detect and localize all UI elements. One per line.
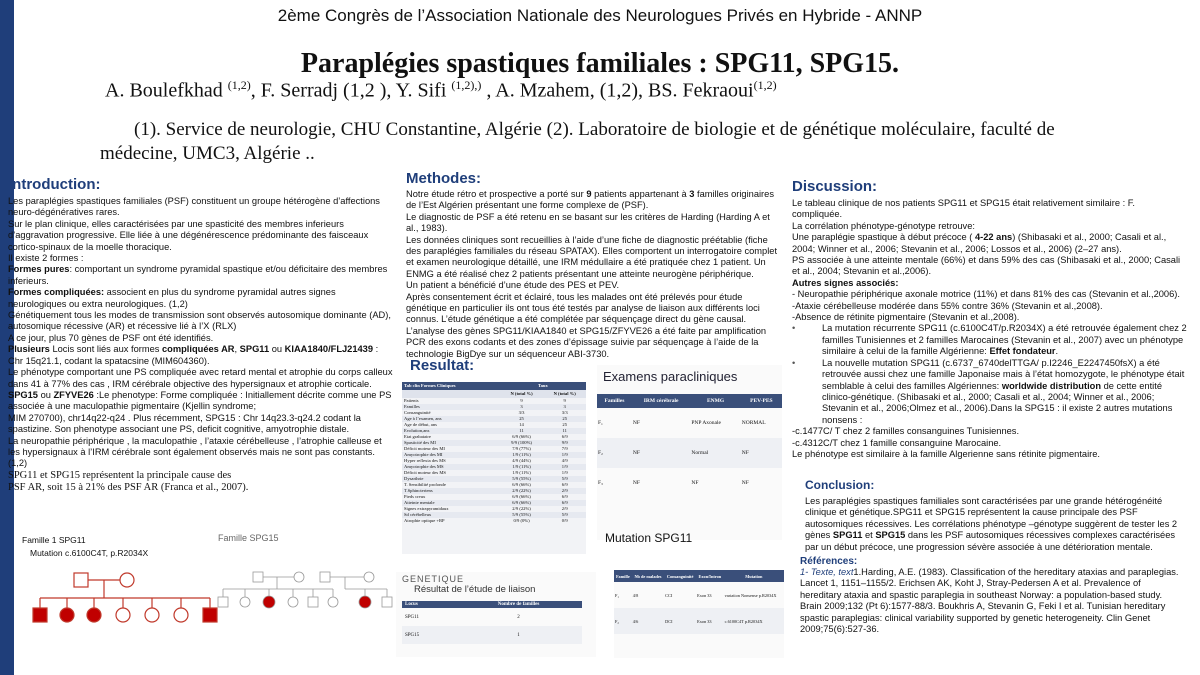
table-row	[597, 468, 782, 498]
table-cell: 2	[517, 614, 520, 620]
table-cell: Exon 33	[697, 592, 712, 598]
discussion-paragraph: Le tableau clinique de nos patients SPG11 et SPG15 était relativement similaire : F. compliquée.	[792, 198, 1135, 220]
table-cell: T.Sphincteriens	[404, 488, 433, 493]
table-cell: CCI	[665, 592, 673, 598]
table-cell: F₁	[598, 420, 603, 426]
table-cell: SPG15	[405, 632, 420, 638]
table-cell: Amyotrophie des MI	[404, 452, 443, 457]
table-cell: variation Nonsense p.R2034X	[724, 592, 777, 598]
table-cell: Age de début, ans	[404, 422, 437, 427]
table-cell: 1/9	[561, 452, 568, 457]
pedigree-spg11-mutation: Mutation c.6100C4T, p.R2034X	[30, 548, 149, 558]
table-cell: T. Sensibilité profonde	[404, 482, 446, 487]
table-cell: Age à l’examen, ans	[404, 416, 442, 421]
clinical-table-header: N (total %)	[553, 391, 576, 396]
pedigree-affected-male	[33, 608, 47, 622]
table-cell: 6/9	[561, 482, 568, 487]
pedigree-spg15-title: Famille SPG15	[218, 533, 279, 543]
intro-paragraph: Les paraplégies spastiques familiales (PSF) constituent un groupe hétérogène d’affections neuro-dégénératives rares.	[8, 196, 380, 218]
table-cell: 5/9 (55%)	[512, 476, 531, 481]
intro-paragraph: Il existe 2 formes :	[8, 253, 84, 264]
mutation-header: Exon/Intron	[698, 573, 722, 579]
discussion-section	[792, 178, 1187, 460]
table-cell: Déficit moteur des MI	[404, 446, 445, 451]
genetique-table	[402, 601, 582, 644]
table-cell: Pieds creux	[404, 494, 426, 499]
table-cell: F₂	[615, 618, 619, 624]
methodes-paragraph: Après consentement écrit et éclairé, tous les malades ont été prélevés pour étude génétique en particulier ils ont tous été testés par analyse de liaison aux différents loci connus. L’étude génétique a été complétée par séquençage direct du gène causal.	[406, 291, 760, 325]
bullet-icon: •	[792, 357, 796, 368]
table-cell: 2/9	[561, 488, 568, 493]
references-title: Références:	[800, 556, 858, 568]
table-cell: Amyotrophie des MS	[404, 464, 444, 469]
affiliations: (1). Service de neurologie, CHU Constantine, Algérie (2). Laboratoire de biologie et de génétique moléculaire, faculté de médecine, UMC3, Algérie ..	[100, 119, 1055, 164]
table-cell: Normal	[691, 450, 709, 456]
paraclinique-header: ENMG	[706, 398, 725, 404]
table-cell: 5/9	[561, 512, 568, 517]
discussion-paragraph: Autres signes associés:	[792, 277, 899, 288]
table-cell: 9/9	[561, 440, 568, 445]
table-cell: 11	[519, 428, 524, 433]
discussion-paragraph: -c.4312C/T chez 1 famille consanguine Marocaine.	[792, 437, 1002, 448]
table-cell: NF	[741, 450, 749, 456]
table-cell: 6/9	[561, 494, 568, 499]
table-cell: 5/9	[561, 476, 568, 481]
table-cell: Patients	[404, 398, 419, 403]
paraclinique-header: IRM cérébrale	[643, 398, 679, 404]
table-cell: 7/9	[561, 446, 568, 451]
table-cell: 4/9 (44%)	[512, 458, 531, 463]
discussion-paragraph: - Neuropathie périphérique axonale motrice (11%) et dans 81% des cas (Stevanin et al.,2006).	[792, 289, 1180, 300]
mutation-table	[614, 570, 784, 634]
mutation-header: Mutation	[745, 573, 763, 579]
table-cell: 11	[562, 428, 567, 433]
pedigree-unaffected-female	[145, 608, 159, 622]
methodes-paragraph: Le diagnostic de PSF a été retenu en se basant sur les critères de Harding (Harding A et al., 1983).	[406, 211, 770, 234]
introduction-serif	[8, 470, 393, 494]
table-cell: PNP Axonale	[691, 420, 721, 426]
bullet-icon: •	[792, 323, 796, 334]
table-row	[614, 582, 784, 608]
methodes-section	[406, 170, 781, 360]
discussion-paragraph: PS associée à une atteinte mentale (66%) et dans 59% des cas (Shibasaki et al., 2000; Casali et al., 2004; Stevanin et al.,2006).	[792, 255, 1181, 277]
discussion-title: Discussion:	[792, 178, 878, 195]
table-cell: 4/8	[632, 592, 639, 598]
intro-paragraph: A ce jour, plus 70 gènes de PSF ont été identifiés.	[8, 332, 214, 343]
paraclinique-title: Examens paracliniques	[603, 369, 738, 384]
discussion-paragraph: -Absence de rétinite pigmentaire (Stevanin et al.,2008).	[792, 312, 1020, 323]
methodes-paragraph: Un patient a bénéficié d’une étude des PES et PEV.	[406, 280, 620, 291]
intro-paragraph: La neuropathie périphérique , la maculopathie , l’ataxie cérébelleuse , l’atrophie calleuse et les hypersignaux à l’IRM cérébrale sont également observés mais ne sont pas constants.(1,2)	[8, 435, 382, 469]
pedigree-unaffected-female	[116, 608, 130, 622]
pedigree-unaffected-female	[174, 608, 188, 622]
introduction-section	[8, 176, 393, 494]
references-paragraph: 1- Texte, text1.Harding, A.E. (1983). Classification of the hereditary ataxias and paraplegias. Lancet 1, 1151–1155/2. Erichsen AK, Koht J, Stray-Pedersen A et al. Prevalence of hereditary ataxia and spastic paraplegia in southeast Norway: a population-based study. Brain 2009;132 (Pt 6):1577-88/3. Boukhris A, Stevanin G, Feki I et al. Tunisian hereditary spastic paraplegias: clinical variability supported by genetic heterogeneity. Clin Genet 2009;75(6):527-36.	[800, 567, 1179, 635]
table-cell: 6/9 (66%)	[512, 434, 531, 439]
table-cell: NORMAL	[741, 420, 766, 426]
table-cell: 9	[563, 398, 566, 403]
introduction-title: Introduction:	[8, 176, 101, 193]
genetique-title: GENETIQUE	[402, 574, 465, 584]
table-cell: F₁	[615, 592, 619, 598]
table-cell: Evolution,ans	[404, 428, 430, 433]
conclusion-paragraph: Les paraplégies spastiques familiales sont caractérisées par une grande hétérogénéité clinique et génétique.SPG11 et SPG15 représentent la cause principale des PSF autosomiques récessives. Les corrélations phénotype –génotype suggèrent de tester les 2 gènes SPG11 et SPG15 dans les PSF autosomiques récessives complexes caractérisées par un début précoce, une progression sévère associée à une détérioration mentale.	[805, 496, 1178, 552]
table-cell: 6/9	[561, 434, 568, 439]
paraclinique-panel	[597, 365, 782, 540]
methodes-paragraph: Notre étude rétro et prospective a porté sur 9 patients appartenant à 3 familles originaires de l’Est Algérien présentant une forme complexe de (PSF).	[406, 189, 774, 211]
table-cell: Familles	[404, 404, 420, 409]
genetique-panel	[396, 572, 596, 657]
table-cell: c.6100C4T p.R2034X	[724, 618, 763, 624]
genetique-header: Nombre de familles	[497, 602, 540, 607]
clinical-table-header: Taux	[537, 383, 548, 388]
table-cell: 1/9 (11%)	[512, 470, 531, 475]
paraclinique-header: PEV-PES	[750, 398, 773, 404]
methodes-paragraph: L’analyse des gènes SPG11/KIAA1840 et SPG15/ZFYVE26 a été faite par amplification PCR des exons codants et des zones d’épissage suivie par séquençage à l’aide de la technologie BigDye sur un séquenceur ABI-3730.	[406, 325, 767, 359]
table-cell: 25	[519, 416, 524, 421]
conclusion-body	[800, 496, 1180, 553]
table-cell: 1/9 (11%)	[512, 452, 531, 457]
table-cell: 25	[562, 422, 567, 427]
clinical-table-header: N (total %)	[510, 391, 533, 396]
discussion-paragraph: Une paraplégie spastique à début précoce ( 4-22 ans) (Shibasaki et al., 2000; Casali et al., 2004; Winner et al., 2006; Stevanin et al., 2006; Lossos et al., 2006) (2–27 ans).	[792, 232, 1167, 254]
table-row	[402, 518, 586, 524]
table-cell: Consanguinité	[404, 410, 431, 415]
table-cell: Atteinte mentale	[404, 500, 435, 505]
table-cell: 9/9 (100%)	[511, 440, 532, 445]
intro-paragraph: Génétiquement tous les modes de transmission sont observés autosomique dominante (AD), autosomique récessive (AR) et récessive lié à l’X (RLX)	[8, 310, 391, 332]
mutation-panel	[614, 570, 784, 658]
table-cell: 3	[563, 404, 566, 409]
authors-line: A. Boulefkhad $^{(1,2)}$, F. Serradj (1,2 ), Y. Sifi $^{(1,2),)}$ , A. Mzahem, (1,2), BS. Fekraoui$^{(1,2)}$	[105, 78, 777, 102]
pedigree-affected-female	[87, 608, 101, 622]
table-cell: 6/9	[561, 500, 568, 505]
resultat-title: Resultat:	[410, 357, 475, 374]
table-cell: 0/9	[561, 518, 568, 523]
table-cell: 3/3	[561, 410, 568, 415]
table-cell: NF	[741, 480, 749, 486]
pedigree-spg15-diagram	[215, 565, 395, 635]
table-cell: Déficit moteur des MS	[404, 470, 446, 475]
intro-paragraph: MIM 270700), chr14q22-q24 . Plus récemment, SPG15 : Chr 14q23.3-q24.2 codant la spastizine. Son phenotype associant une PS, deficit cognitive, amyotrophie distale.	[8, 412, 361, 435]
table-cell: NF	[632, 450, 640, 456]
table-cell: Spasticité des MI	[404, 440, 436, 445]
table-cell: F₂	[598, 450, 603, 456]
paraclinique-table	[597, 394, 782, 498]
table-cell: 2/9 (22%)	[512, 488, 531, 493]
table-cell: 5/9 (55%)	[512, 512, 531, 517]
intro-paragraph: SPG11 et SPG15 représentent la principale cause des	[8, 469, 232, 481]
table-cell: Dysarthrie	[404, 476, 424, 481]
table-cell: Atrophie optique +RP	[404, 518, 445, 523]
table-cell: Exon 33	[697, 618, 712, 624]
table-cell: Etat grabataire	[404, 434, 431, 439]
table-cell: 3/3	[518, 410, 525, 415]
references-body	[800, 567, 1180, 635]
methodes-paragraph: Les données cliniques sont recueillies à l’aide d’une fiche de diagnostic préétablie (fiche des paraplégies familiales du réseau SPATAX). Elles comportent un interrogatoire complet et examen neurologique détaillé, une IRM médullaire a été pratiquée chez 1 patient. Un ENMG a été réalisé chez 2 patients présentant une atteinte neurogène périphérique.	[406, 234, 778, 279]
pedigree-mother	[120, 573, 134, 587]
table-cell: NF	[691, 480, 699, 486]
introduction-body	[8, 196, 393, 470]
table-cell: 1/9	[561, 464, 568, 469]
table-cell: Hyper reflexia des MS	[404, 458, 446, 463]
intro-paragraph: PSF AR, soit 15 à 21% des PSF AR (Franca et al., 2007).	[8, 481, 249, 493]
table-cell: 7/9 (77%)	[512, 446, 531, 451]
table-cell: 2/9 (22%)	[512, 506, 531, 511]
pedigree-father	[74, 573, 88, 587]
clinical-table-panel	[402, 382, 586, 554]
table-cell: 9	[520, 398, 523, 403]
table-cell: DCI	[665, 618, 673, 624]
congress-header: 2ème Congrès de l’Association Nationale des Neurologues Privés en Hybride - ANNP	[277, 6, 923, 25]
discussion-paragraph: Le phénotype est similaire à la famille Algerienne sans rétinite pigmentaire.	[792, 448, 1101, 459]
pedigree-spg11-title: Famille 1 SPG11	[22, 535, 86, 545]
pedigree-affected-female	[263, 596, 275, 608]
mutation-header: Nb de malades	[634, 573, 662, 579]
conclusion-title: Conclusion:	[805, 478, 875, 492]
intro-paragraph: Le phénotype comportant une PS compliquée avec retard mental et atrophie du corps calleux dans 41 à 77% des cas , IRM cérébrale objective des hypersignaux et atrophie corticale.	[8, 367, 393, 389]
table-cell: 4/6	[632, 618, 639, 624]
table-cell: 25	[562, 416, 567, 421]
table-cell: 2/9	[561, 506, 568, 511]
table-row	[402, 626, 582, 644]
table-cell: 14	[519, 422, 524, 427]
discussion-paragraph: -c.1477C/ T chez 2 familles consanguines Tunisiennes.	[792, 426, 1020, 437]
table-row	[597, 438, 782, 468]
table-cell: 6/9 (66%)	[512, 500, 531, 505]
table-cell: NF	[632, 420, 640, 426]
discussion-body	[792, 198, 1187, 460]
table-row	[597, 408, 782, 438]
table-cell: NF	[632, 480, 640, 486]
table-cell: Sd cérébelleux	[404, 512, 432, 517]
genetique-header: Locus	[405, 602, 418, 607]
table-cell: 1	[517, 632, 520, 638]
table-cell: F₃	[598, 480, 603, 486]
methodes-body	[406, 189, 781, 360]
pedigree-spg11-diagram	[28, 560, 223, 640]
intro-paragraph: Formes pures: comportant un syndrome pyramidal spastique et/ou déficitaire des membres inferieurs.	[8, 264, 388, 286]
mutation-header: Famille	[615, 573, 630, 579]
pedigree-affected-female	[60, 608, 74, 622]
conclusion-section	[800, 478, 1180, 635]
table-cell: Signes extrapyramidaux	[404, 506, 449, 511]
discussion-paragraph: La corrélation phénotype-génotype retrouve:	[792, 220, 975, 231]
table-cell: 6/9 (66%)	[512, 482, 531, 487]
clinical-table	[402, 382, 586, 524]
genetique-subtitle: Résultat de l’étude de liaison	[414, 584, 536, 595]
table-row	[402, 608, 582, 626]
intro-paragraph: SPG15 ou ZFYVE26 :Le phenotype: Forme compliquée : Initiallement décrite comme une PS associée à une maculopathie pigmentaire (Kjellin syndrome;	[8, 389, 392, 412]
discussion-bullet: • La nouvelle mutation SPG11 (c.6737_6740delTTGA/ p.I2246_E2247450fsX) a été retrouvée aussi chez une famille Japonaise mais à l’état homozygote, le phénotype était semblable à celui des familles Algériennes: worldwide distribution de cette entité clinico-génétique. (Shibasaki et al., 2000; Casali et al., 2004; Winner et al., 2006; Stevanin et al., 2006;Olmez et al., 2006).Dans la SPG15 : il existe 2 autres mutations nonsens :	[792, 357, 1185, 425]
pedigree-affected-female	[359, 596, 371, 608]
mutation-title: Mutation SPG11	[605, 531, 693, 545]
methodes-title: Methodes:	[406, 170, 481, 187]
intro-paragraph: Formes compliquées: associent en plus du syndrome pyramidal autres signes neurologiques ou extra neurologiques. (1,2)	[8, 287, 336, 309]
paraclinique-header: Familles	[604, 398, 625, 404]
table-cell: 4/9	[561, 458, 568, 463]
clinical-table-header: Tab clin Formes Cliniques	[404, 383, 456, 388]
mutation-header: Consanguinité	[666, 573, 694, 579]
table-row	[614, 608, 784, 634]
intro-paragraph: Sur le plan clinique, elles caractérisées par une spasticité des membres inferieurs d’aggravation progressive. Elle liée à une dégénérescence prédominante des faisceaux cortico-spinaux de la moelle thoracique.	[8, 218, 369, 252]
table-cell: 1/9 (11%)	[512, 464, 531, 469]
table-cell: SPG11	[405, 614, 419, 620]
table-cell: 1/9	[561, 470, 568, 475]
table-cell: 3	[520, 404, 523, 409]
intro-paragraph: Plusieurs Locis sont liés aux formes compliquées AR, SPG11 ou KIAA1840/FLJ21439 : Chr 15q21.1, codant la spatacsine (MIM604360).	[8, 344, 379, 366]
discussion-bullet: • La mutation récurrente SPG11 (c.6100C4T/p.R2034X) a été retrouvée également chez 2 familles Tunisiennes et 2 familles Marocaines (Stevanin et al., 2007) avec un phénotype similaire à celui de la famille Algérienne: Effet fondateur.	[792, 323, 1187, 357]
poster-title: Paraplégies spastiques familiales : SPG11, SPG15.	[300, 48, 900, 79]
discussion-paragraph: -Ataxie cérébelleuse modérée dans 55% contre 36% (Stevanin et al.,2008).	[792, 300, 1103, 311]
table-cell: 6/9 (66%)	[512, 494, 531, 499]
table-cell: 0/9 (0%)	[513, 518, 530, 523]
